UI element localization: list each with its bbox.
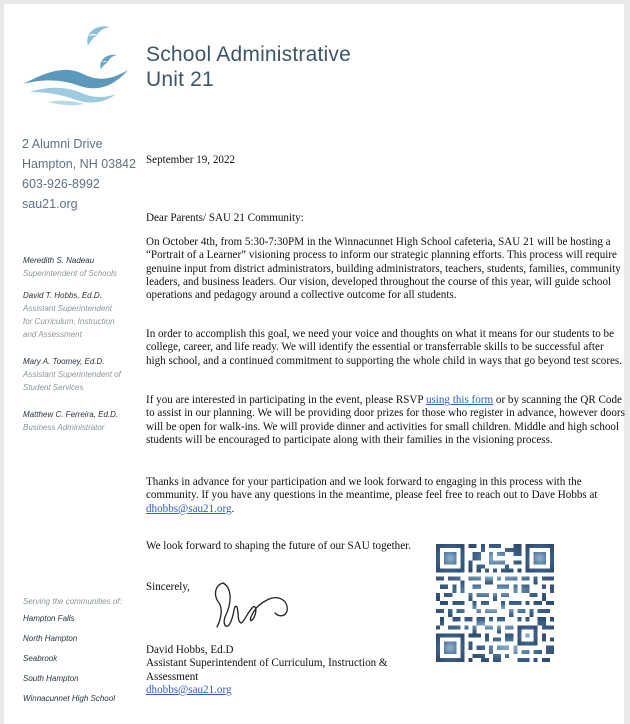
staff-member bbox=[23, 289, 143, 341]
address-city: Hampton, NH 03842 bbox=[22, 157, 136, 171]
communities-heading: Serving the communities of: bbox=[23, 597, 122, 606]
staff-list bbox=[23, 254, 143, 443]
community-item: North Hampton bbox=[23, 634, 78, 643]
address-block bbox=[22, 134, 136, 214]
staff-member bbox=[23, 355, 143, 394]
address-website: sau21.org bbox=[22, 197, 78, 211]
email-link[interactable]: dhobbs@sau21.org bbox=[146, 502, 232, 515]
address-street: 2 Alumni Drive bbox=[22, 137, 103, 151]
staff-member bbox=[23, 254, 143, 280]
staff-role: Superintendent of Schools bbox=[23, 269, 117, 278]
p4-text-before: Thanks in advance for your participation and we look forward to engaging in this process with the community. If you have any questions in the meantime, please feel free to reach out to Dave Hobbs at bbox=[146, 476, 598, 502]
letter-paragraph-3 bbox=[146, 394, 626, 447]
address-phone: 603-926-8992 bbox=[22, 177, 100, 191]
staff-name: Matthew C. Ferreira, Ed.D. bbox=[23, 410, 119, 419]
staff-role: Business Administrator bbox=[23, 423, 105, 432]
communities-list bbox=[23, 597, 143, 714]
logo-icon bbox=[18, 22, 138, 108]
p3-text-before: If you are interested in participating in the event, please RSVP bbox=[146, 394, 426, 406]
staff-name: David T. Hobbs, Ed.D. bbox=[23, 291, 102, 300]
staff-role: Assistant Superintendent for Curriculum, Instruction and Assessment bbox=[23, 304, 115, 339]
org-title-line2: Unit 21 bbox=[146, 68, 214, 91]
org-title bbox=[146, 42, 351, 92]
community-item: Winnacunnet High School bbox=[23, 694, 115, 703]
p3-text-after: or by scanning the QR Code to assist in our planning. We will be providing door prizes for those who register in advance, however doors will be open for walk-ins. We will provide dinner and activities for small children. Middle and high school students will be encouraged to participate along with their families in the visioning process. bbox=[146, 394, 625, 446]
letter-paragraph-5: We look forward to shaping the future of our SAU together. bbox=[146, 540, 411, 552]
letter-closing: Sincerely, bbox=[146, 581, 190, 593]
staff-role: Assistant Superintendent of Student Services bbox=[23, 370, 121, 392]
community-item: Seabrook bbox=[23, 654, 58, 663]
signer-name: David Hobbs, Ed.D bbox=[146, 644, 234, 656]
signer-email-link[interactable]: dhobbs@sau21.org bbox=[146, 683, 232, 696]
community-item: South Hampton bbox=[23, 674, 79, 683]
p4-text-after: . bbox=[231, 502, 235, 515]
staff-name: Meredith S. Nadeau bbox=[23, 256, 95, 265]
community-item: Hampton Falls bbox=[23, 614, 75, 623]
staff-member bbox=[23, 408, 143, 434]
letter-date: September 19, 2022 bbox=[146, 154, 236, 166]
signature-icon bbox=[209, 577, 299, 635]
signature-block bbox=[146, 644, 626, 697]
org-title-line1: School Administrative bbox=[146, 43, 351, 66]
qr-code-icon[interactable] bbox=[436, 544, 554, 662]
letter-paragraph-4 bbox=[146, 476, 626, 516]
letter-salutation: Dear Parents/ SAU 21 Community: bbox=[146, 212, 304, 224]
letter-paragraph-2: In order to accomplish this goal, we need your voice and thoughts on what it means for our students to be college, career, and life ready. We will identify the essential or transferrable skills to be successful after high school, and a continued commitment to supporting the whole child in ways that go beyond test scores. bbox=[146, 328, 623, 367]
letter-paragraph-1: On October 4th, from 5:30-7:30PM in the Winnacunnet High School cafeteria, SAU 21 will be hosting a “Portrait of a Learner” visioning process to inform our strategic planning efforts. This process will require genuine input from district administrators, building administrators, teachers, students, families, community leaders, and business leaders. Our vision, developed throughout the course of this year, will guide school operations and pedagogy around a collective outcome for all students. bbox=[146, 236, 621, 302]
signer-title: Assistant Superintendent of Curriculum, Instruction & Assessment bbox=[146, 657, 388, 683]
rsvp-form-link[interactable]: using this form bbox=[425, 394, 494, 406]
staff-name: Mary A. Toomey, Ed.D. bbox=[23, 357, 105, 366]
letter-page bbox=[4, 4, 624, 724]
